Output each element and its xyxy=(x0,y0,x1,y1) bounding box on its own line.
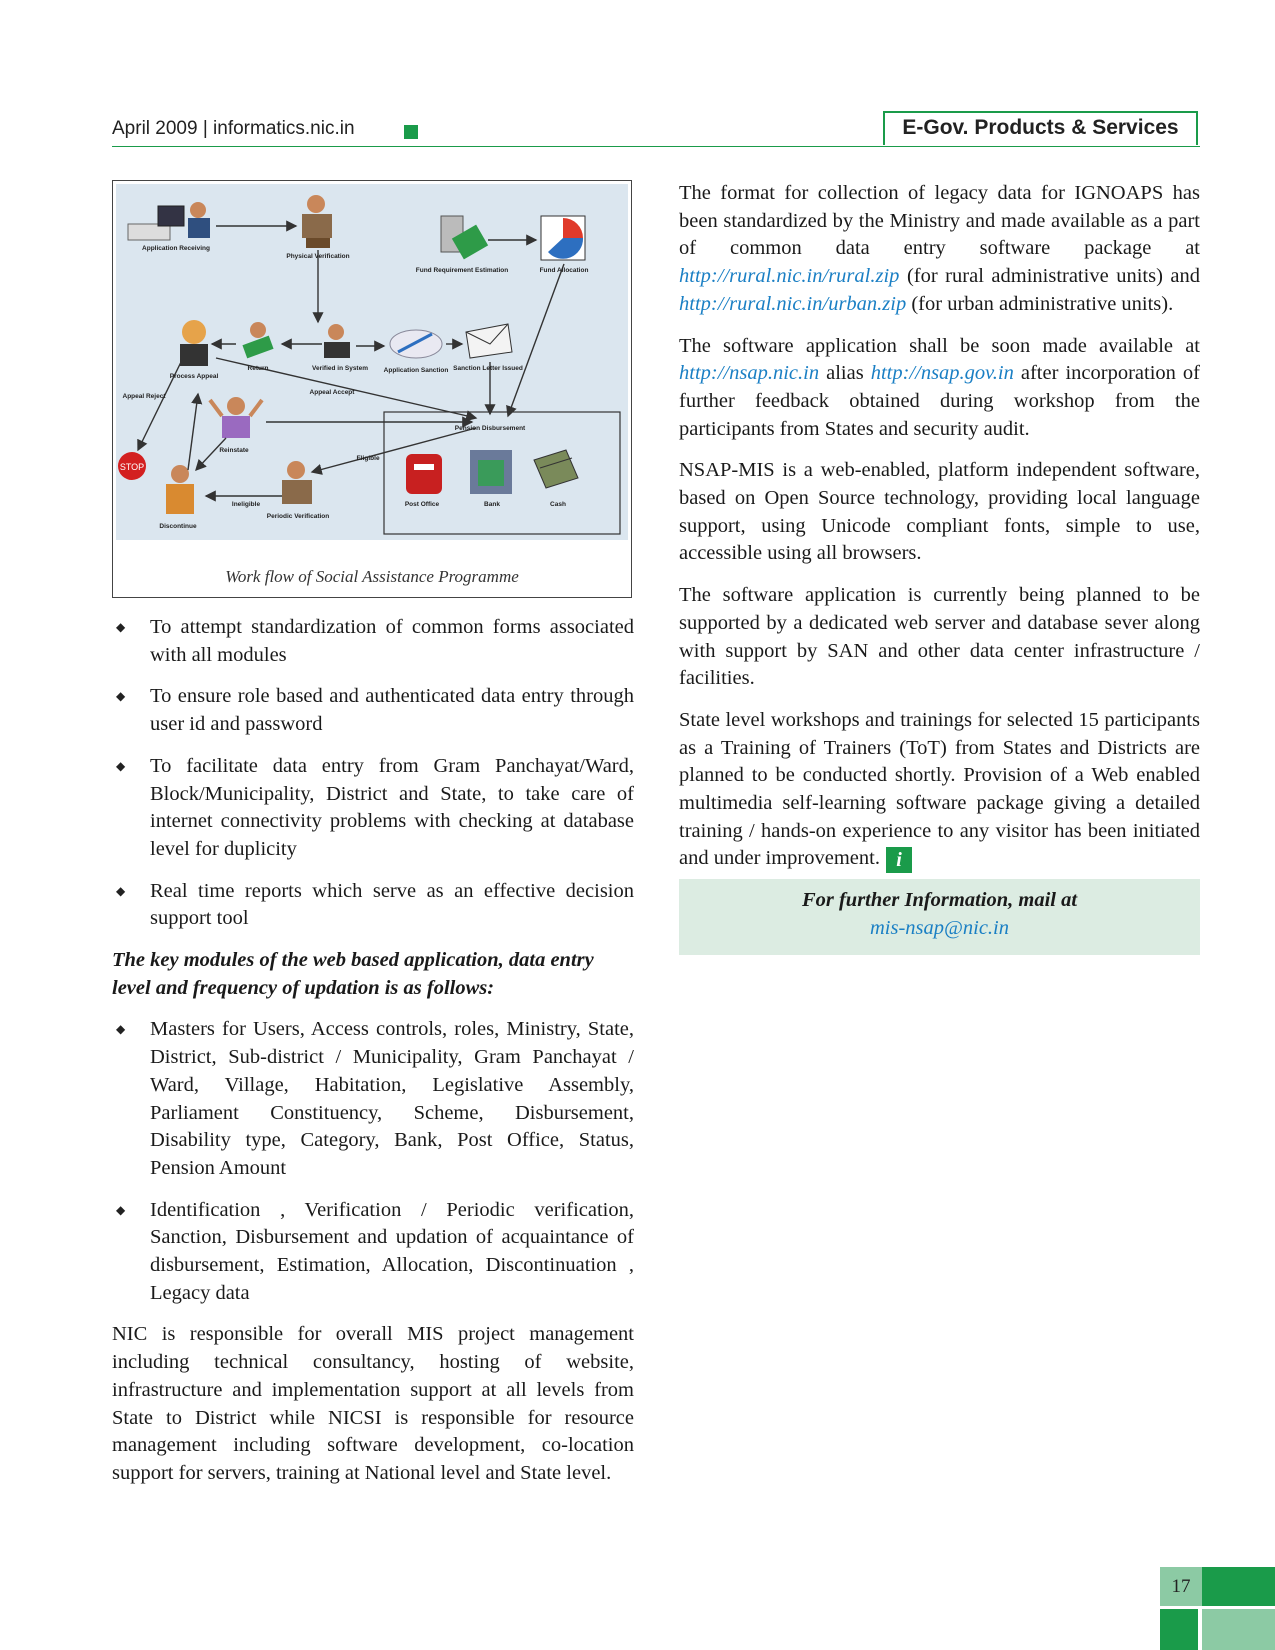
text: The software application shall be soon made available at xyxy=(679,334,1200,357)
text: (for rural administrative units) and xyxy=(906,265,1201,288)
footer-decoration xyxy=(1202,1609,1275,1650)
label-fund-requirement: Fund Requirement Estimation xyxy=(415,267,509,274)
contact-title: For further Information, mail at xyxy=(801,889,1078,912)
label-process-appeal: Process Appeal xyxy=(169,373,219,380)
label-ineligible: Ineligible xyxy=(231,501,261,508)
label-fund-allocation: Fund Allocation xyxy=(539,267,589,274)
list-item: ◆ To facilitate data entry from Gram Panchayat/Ward, Block/Municipality, District and State, to take care of internet connectivity problems with checking at database level for duplicity xyxy=(112,753,634,864)
figure-caption: Work flow of Social Assistance Programme xyxy=(225,567,519,587)
right-column xyxy=(679,180,1200,955)
page-number: 17 xyxy=(1160,1567,1202,1606)
label-sanction-letter: Sanction Letter Issued xyxy=(453,365,523,372)
nic-responsibility-paragraph: NIC is responsible for overall MIS project management including technical consultancy, hosting of website, infrastructure and implementation support at all levels from State to District while NICSI is responsible for resource management including software development, co-location support for servers, training at National level and State level. xyxy=(112,1323,634,1484)
workflow-diagram xyxy=(116,184,628,540)
stop-sign-icon xyxy=(118,452,146,480)
nsap-nic-link[interactable]: http://nsap.nic.in xyxy=(679,362,820,385)
legacy-data-paragraph xyxy=(679,180,1200,319)
text: The format for collection of legacy data for IGNOAPS has been standardized by the Ministry and made available as a part of common data entry software package at xyxy=(679,182,1200,260)
header-square-icon xyxy=(404,125,418,139)
label-reinstate: Reinstate xyxy=(219,447,249,454)
post-office-icon xyxy=(406,454,442,494)
text: (for urban administrative units). xyxy=(911,292,1174,315)
header-issue-date: April 2009 | informatics.nic.in xyxy=(112,118,355,139)
urban-zip-link[interactable]: http://rural.nic.in/urban.zip xyxy=(679,292,907,315)
list-item: ◆ To attempt standardization of common forms associated with all modules xyxy=(112,614,634,669)
list-item: ◆ Identification , Verification / Periodic verification, Sanction, Disbursement and updation of acquaintance of disbursement, Estimation, Allocation, Discontinuation , Legacy data xyxy=(112,1197,634,1308)
label-verified: Verified in System xyxy=(312,365,368,372)
rural-zip-link[interactable]: http://rural.nic.in/rural.zip xyxy=(679,265,900,288)
application-sanction-icon xyxy=(390,330,442,358)
bank-icon xyxy=(470,450,512,494)
info-icon: i xyxy=(886,847,912,873)
workflow-figure xyxy=(112,180,632,598)
fund-allocation-icon xyxy=(541,216,585,260)
contact-box xyxy=(679,879,1200,954)
list-item: ◆ Masters for Users, Access controls, roles, Ministry, State, District, Sub-district / Municipality, Gram Panchayat / Ward, Village, Habitation, Legislative Assembly, Parliament Constituency, Scheme, Disbursement, Disability type, Category, Bank, Post Office, Status, Pension Amount xyxy=(112,1016,634,1182)
modules-subheading: The key modules of the web based application, data entry level and frequency of updation is as follows: xyxy=(112,949,594,999)
label-post-office: Post Office xyxy=(404,501,440,508)
label-eligible: Eligible xyxy=(356,455,380,462)
label-periodic-verification: Periodic Verification xyxy=(266,513,330,520)
label-discontinue: Discontinue xyxy=(159,523,197,530)
svg-text:STOP: STOP xyxy=(119,462,145,472)
label-appeal-accept: Appeal Accept xyxy=(309,389,355,396)
footer-decoration xyxy=(1202,1567,1275,1606)
list-item: ◆ To ensure role based and authenticated data entry through user id and password xyxy=(112,683,634,738)
text: State level workshops and trainings for selected 15 participants as a Training of Trainers (ToT) from States and Districts are planned to be conducted shortly. Provision of a Web enabled multimedia self-learning software package giving a detailed training / hands-on experience to any visitor has been initiated and under improvement. xyxy=(679,708,1200,870)
label-appeal-reject: Appeal Reject xyxy=(122,393,166,400)
availability-paragraph xyxy=(679,333,1200,444)
label-app-receiving: Application Receiving xyxy=(142,245,210,252)
workshop-paragraph xyxy=(679,707,1200,873)
footer-decoration xyxy=(1160,1609,1198,1650)
objectives-list xyxy=(112,614,634,933)
text: after incorporation of further feedback obtained during workshop from the participants from States and security audit. xyxy=(679,362,1200,440)
modules-list xyxy=(112,1016,634,1307)
nsap-mis-paragraph: NSAP-MIS is a web-enabled, platform independent software, based on Open Source technology, providing local language support, using Unicode compliant fonts, simple to use, accessible using all browsers. xyxy=(679,459,1200,565)
header-divider xyxy=(112,146,1200,147)
label-return: Return xyxy=(247,365,269,372)
left-column xyxy=(112,180,634,1502)
contact-email-link[interactable]: mis-nsap@nic.in xyxy=(869,916,1009,939)
list-item: ◆ Real time reports which serve as an effective decision support tool xyxy=(112,878,634,933)
label-bank: Bank xyxy=(484,501,500,508)
text: alias xyxy=(826,362,864,385)
label-app-sanction: Application Sanction xyxy=(383,367,449,374)
server-paragraph: The software application is currently being planned to be supported by a dedicated web server and database sever along with support by SAN and other data center infrastructure / facilities. xyxy=(679,584,1200,690)
nsap-gov-link[interactable]: http://nsap.gov.in xyxy=(870,362,1014,385)
label-physical-verification: Physical Verification xyxy=(286,253,350,260)
label-cash: Cash xyxy=(550,501,566,508)
label-pension-disbursement: Pension Disbursement xyxy=(454,425,526,432)
section-title: E-Gov. Products & Services xyxy=(883,111,1198,145)
